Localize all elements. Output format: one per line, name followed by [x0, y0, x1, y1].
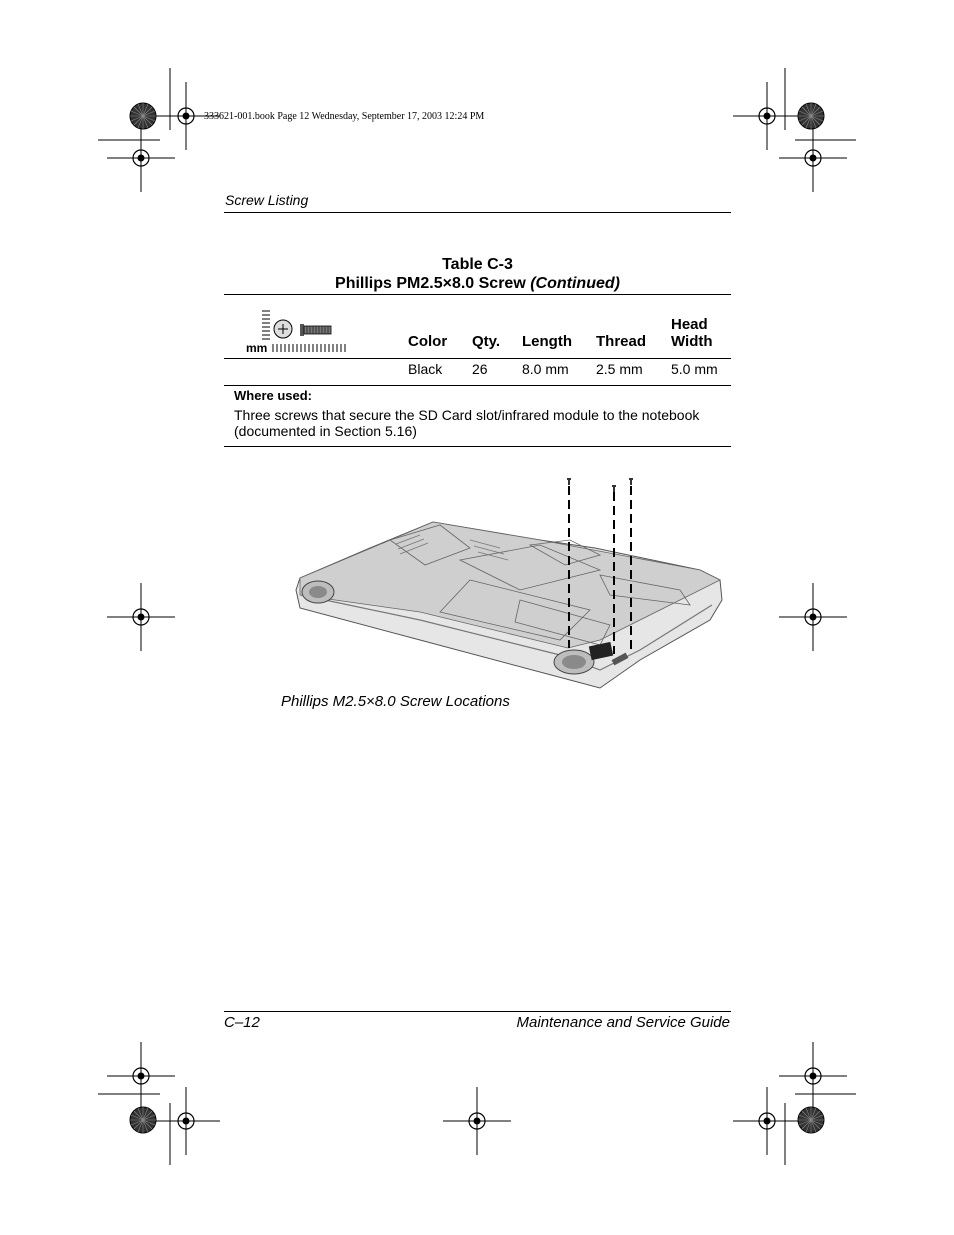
cell-thread: 2.5 mm [596, 361, 643, 377]
table-bottom-rule [224, 446, 731, 447]
column-header-color: Color [408, 333, 448, 350]
starburst-target-icon [130, 103, 156, 129]
table-caption-continued: (Continued) [530, 275, 620, 292]
book-info-slug: 333621-001.book Page 12 Wednesday, September 17, 2003 12:24 PM [204, 111, 485, 122]
figure-caption: Phillips M2.5×8.0 Screw Locations [281, 693, 510, 710]
registration-mark-icon [779, 583, 847, 651]
table-caption-main: Phillips PM2.5×8.0 Screw [335, 275, 531, 292]
registration-mark-icon [152, 1087, 220, 1155]
where-used-line-2: (documented in Section 5.16) [234, 423, 417, 439]
where-used-line-1: Three screws that secure the SD Card slot/infrared module to the notebook [234, 407, 700, 423]
guide-title: Maintenance and Service Guide [516, 1014, 730, 1031]
icon-unit-label: mm [246, 341, 268, 355]
registration-mark-icon [107, 1042, 175, 1110]
registration-mark-icon [107, 124, 175, 192]
page-number: C–12 [224, 1014, 260, 1031]
screw-icon [262, 311, 345, 352]
table-caption [224, 274, 731, 293]
column-header-qty: Qty. [472, 333, 501, 350]
starburst-target-icon [798, 103, 824, 129]
table-top-rule [224, 294, 731, 295]
registration-mark-icon [733, 82, 801, 150]
registration-mark-icon [733, 1087, 801, 1155]
where-used-label: Where used: [234, 388, 313, 403]
registration-mark-icon [779, 124, 847, 192]
registration-mark-icon [107, 583, 175, 651]
starburst-target-icon [798, 1107, 824, 1133]
column-header-head-width [671, 316, 713, 350]
cell-qty: 26 [472, 361, 488, 377]
column-header-thread: Thread [596, 333, 647, 350]
notebook-base-illustration [296, 522, 722, 688]
header-rule [224, 212, 731, 213]
table-number: Table C-3 [442, 256, 513, 273]
column-header-length: Length [522, 333, 572, 350]
registration-mark-icon [779, 1042, 847, 1110]
cell-color: Black [408, 361, 443, 377]
table-row-rule [224, 385, 731, 386]
column-header-head-width-line2: Width [671, 333, 713, 350]
registration-mark-icon [443, 1087, 511, 1155]
cell-length: 8.0 mm [522, 361, 569, 377]
starburst-target-icon [130, 1107, 156, 1133]
column-header-head-width-line1: Head [671, 316, 708, 333]
where-used-text [234, 407, 699, 439]
cell-head-width: 5.0 mm [671, 361, 718, 377]
running-head: Screw Listing [225, 192, 309, 208]
table-title [224, 255, 731, 293]
footer-rule [224, 1011, 731, 1012]
table-header-rule [224, 358, 731, 359]
